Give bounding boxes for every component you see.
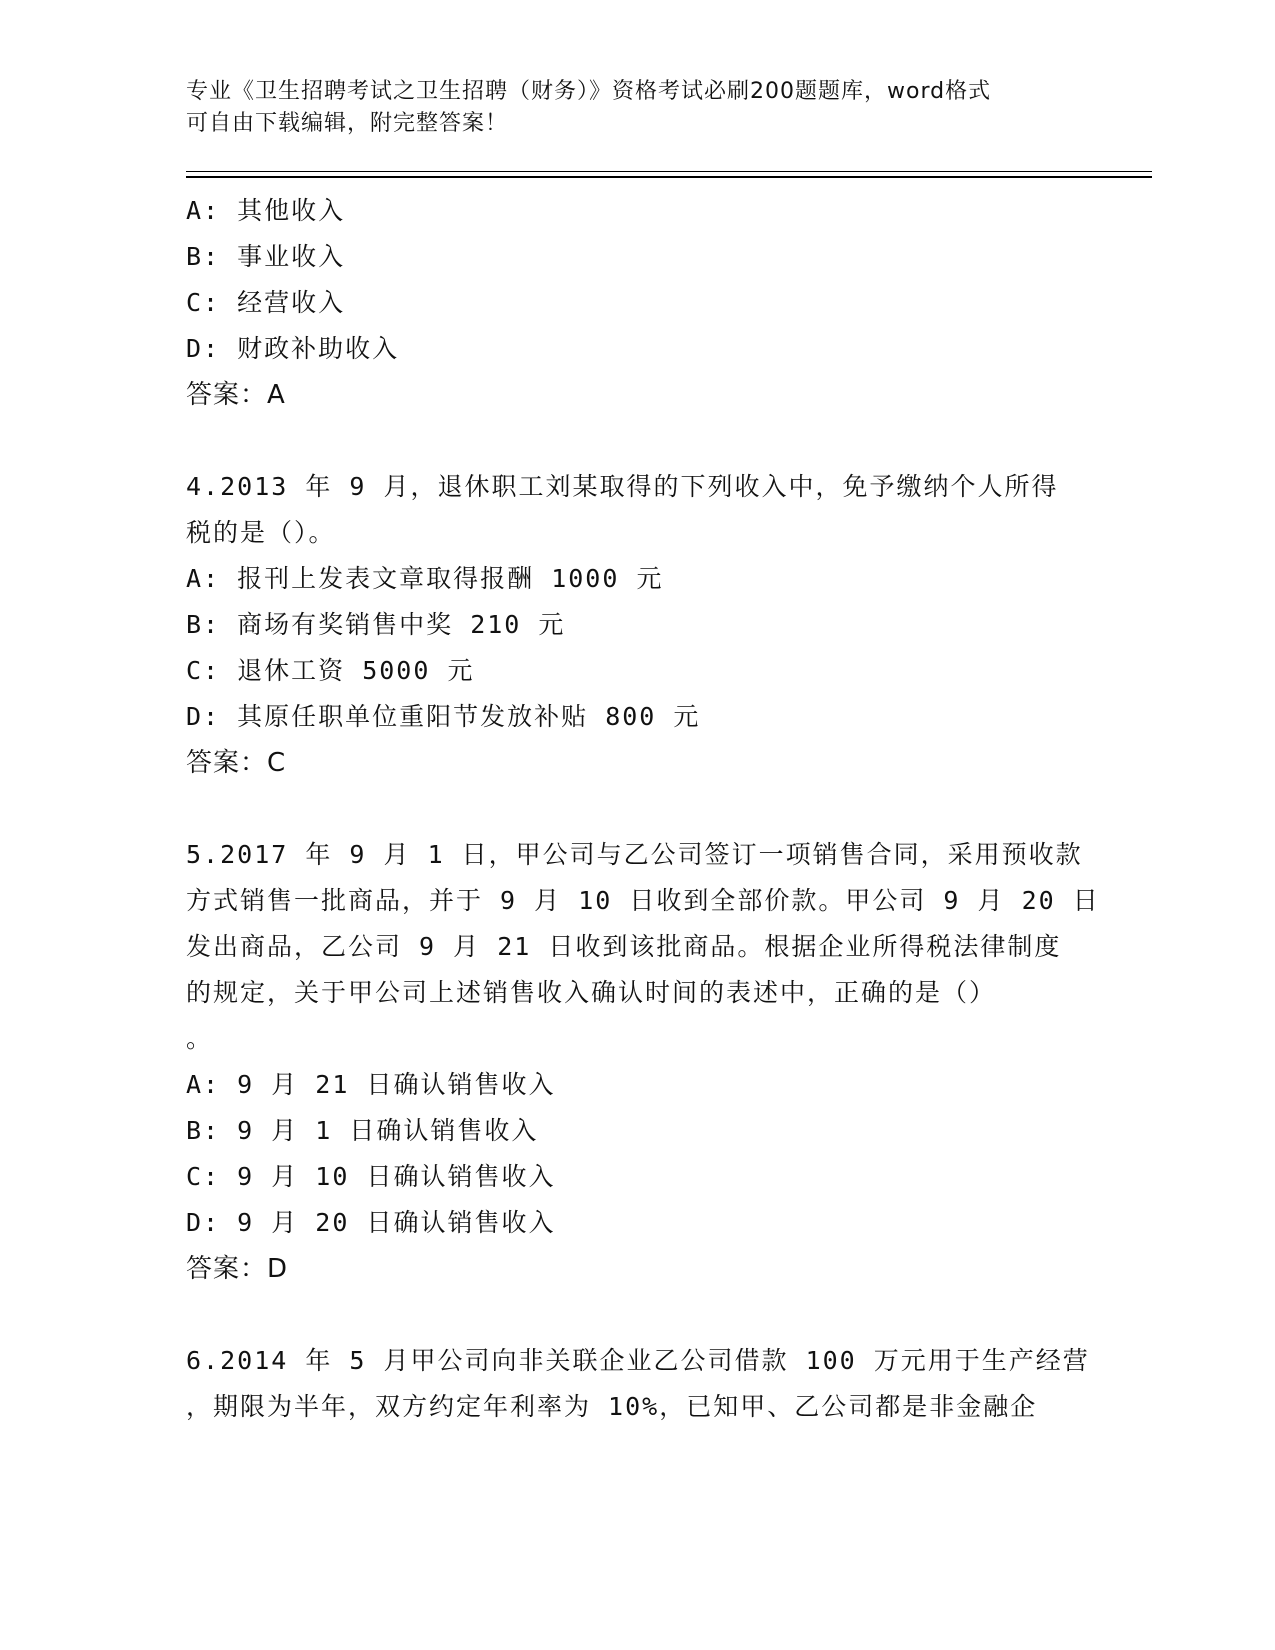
question-stem-line: 税的是（）。	[186, 518, 336, 547]
question-4-block	[186, 464, 1086, 786]
question-stem-line: 。	[186, 1024, 214, 1053]
option-d: D: 其原任职单位重阳节发放补贴 800 元	[186, 702, 701, 731]
spacer	[186, 418, 1086, 464]
option-c: C: 9 月 10 日确认销售收入	[186, 1162, 556, 1191]
question-stem-line: 5.2017 年 9 月 1 日，甲公司与乙公司签订一项销售合同，采用预收款	[186, 840, 1083, 869]
spacer	[186, 1292, 1086, 1338]
option-c: C: 退休工资 5000 元	[186, 656, 475, 685]
option-d: D: 9 月 20 日确认销售收入	[186, 1208, 556, 1237]
answer-line: 答案：D	[186, 1254, 289, 1284]
header-line-2: 可自由下载编辑，附完整答案！	[186, 111, 509, 136]
option-b: B: 事业收入	[186, 242, 346, 271]
question-stem-line: 方式销售一批商品，并于 9 月 10 日收到全部价款。甲公司 9 月 20 日	[186, 886, 1100, 915]
spacer	[186, 786, 1086, 832]
header-line-1: 专业《卫生招聘考试之卫生招聘（财务）》资格考试必刷200题题库，word格式	[186, 79, 992, 104]
option-a: A: 其他收入	[186, 196, 346, 225]
answer-line: 答案：A	[186, 380, 286, 410]
question-6-block	[186, 1338, 1090, 1430]
question-3-block	[186, 188, 1086, 418]
question-stem-line: ，期限为半年，双方约定年利率为 10%，已知甲、乙公司都是非金融企	[186, 1392, 1038, 1421]
option-c: C: 经营收入	[186, 288, 346, 317]
question-stem-line: 6.2014 年 5 月甲公司向非关联企业乙公司借款 100 万元用于生产经营	[186, 1346, 1090, 1375]
option-b: B: 商场有奖销售中奖 210 元	[186, 610, 566, 639]
option-a: A: 报刊上发表文章取得报酬 1000 元	[186, 564, 664, 593]
option-a: A: 9 月 21 日确认销售收入	[186, 1070, 556, 1099]
question-stem-line: 的规定，关于甲公司上述销售收入确认时间的表述中，正确的是（）	[186, 978, 997, 1007]
option-d: D: 财政补助收入	[186, 334, 400, 363]
option-b: B: 9 月 1 日确认销售收入	[186, 1116, 539, 1145]
question-content	[186, 188, 1100, 1430]
header-rule-top	[186, 171, 1152, 172]
answer-line: 答案：C	[186, 748, 287, 778]
document-header	[186, 76, 1086, 140]
question-stem-line: 发出商品，乙公司 9 月 21 日收到该批商品。根据企业所得税法律制度	[186, 932, 1062, 961]
header-rule-bottom	[186, 176, 1152, 178]
question-stem-line: 4.2013 年 9 月，退休职工刘某取得的下列收入中，免予缴纳个人所得	[186, 472, 1059, 501]
question-5-block	[186, 832, 1100, 1292]
